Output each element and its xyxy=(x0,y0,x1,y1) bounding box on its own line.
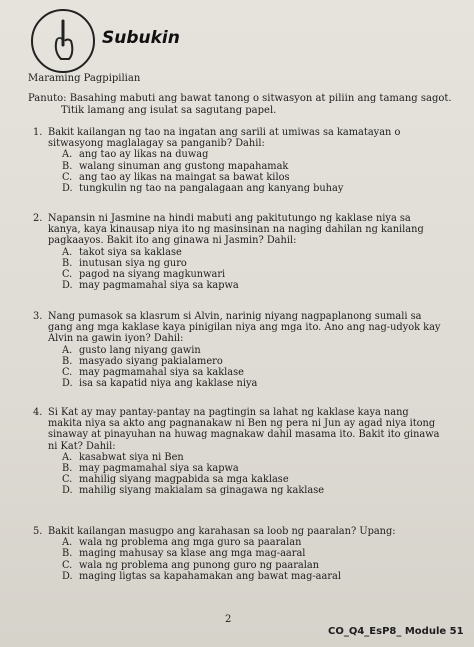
choice-item xyxy=(62,269,458,280)
choice-letter: D. xyxy=(62,485,73,497)
choice-text: wala ng problema ang punong guro ng paaralan xyxy=(79,559,320,571)
question-line: makita niya sa akto ang pagnanakaw ni Ben ng pera ni Jun ay agad niya itong xyxy=(48,418,436,430)
choice-item xyxy=(62,378,458,389)
choice-item xyxy=(62,356,458,367)
choice-text: gusto lang niyang gawin xyxy=(79,344,201,356)
question-text xyxy=(33,213,458,247)
choice-letter: A. xyxy=(62,149,73,161)
choice-letter: D. xyxy=(62,183,73,195)
choice-letter: A. xyxy=(62,451,73,463)
choice-letter: C. xyxy=(62,171,73,183)
instructions-line: Panuto: Basahing mabuti ang bawat tanong o sitwasyon at piliin ang tamang sagot. xyxy=(28,93,452,104)
choice-letter: A. xyxy=(62,344,73,356)
choice-letter: B. xyxy=(62,548,73,560)
instructions-line: Titik lamang ang isulat sa sagutang papel. xyxy=(61,105,277,116)
choice-list xyxy=(33,247,458,292)
choice-letter: A. xyxy=(62,537,73,549)
choice-text: walang sinuman ang gustong mapahamak xyxy=(79,160,289,172)
question-line: kanya, kaya kinausap niya ito ng masinsinan na naging dahilan ng kanilang xyxy=(48,224,424,236)
question-number: 1. xyxy=(33,127,43,138)
choice-text: wala ng problema ang mga guro sa paaralan xyxy=(79,537,302,549)
choice-text: takot siya sa kaklase xyxy=(79,246,182,258)
choice-letter: A. xyxy=(62,246,73,258)
choice-item xyxy=(62,367,458,378)
question-line: sinaway at pinayuhan na huwag magnakaw dahil masama ito. Bakit ito ginawa xyxy=(48,429,440,441)
instructions xyxy=(28,93,458,117)
question-line: Si Kat ay may pantay-pantay na pagtingin sa lahat ng kaklase kaya nang xyxy=(48,407,409,418)
choice-text: may pagmamahal siya sa kapwa xyxy=(79,463,239,475)
choice-text: may pagmamahal siya sa kapwa xyxy=(79,280,239,292)
choice-item xyxy=(62,571,458,582)
choice-letter: C. xyxy=(62,474,73,486)
choice-item xyxy=(62,452,458,463)
choice-item xyxy=(62,161,458,172)
choice-item xyxy=(62,560,458,571)
choice-text: ang tao ay likas na maingat sa bawat kilos xyxy=(79,171,290,183)
question-text xyxy=(33,127,458,149)
choice-item xyxy=(62,537,458,548)
choice-item xyxy=(62,485,458,496)
choice-letter: D. xyxy=(62,570,73,582)
choice-item xyxy=(62,247,458,258)
choice-item xyxy=(62,548,458,559)
choice-item xyxy=(62,345,458,356)
choice-item xyxy=(62,183,458,194)
choice-letter: B. xyxy=(62,160,73,172)
question-line: pagkaayos. Bakit ito ang ginawa ni Jasmin? Dahil: xyxy=(48,235,297,247)
module-code: CO_Q4_EsP8_ Module 51 xyxy=(328,626,464,637)
choice-list xyxy=(33,345,458,390)
question-line: gang ang mga kaklase kaya pinigilan niya ang mga ito. Ano ang nag-udyok kay xyxy=(48,322,441,334)
page-number: 2 xyxy=(225,614,232,625)
question-text xyxy=(33,526,458,537)
question-item xyxy=(33,311,458,389)
choice-letter: B. xyxy=(62,463,73,475)
question-item xyxy=(33,127,458,194)
question-line: Bakit kailangan masugpo ang karahasan sa loob ng paaralan? Upang: xyxy=(48,526,396,537)
choice-text: kasabwat siya ni Ben xyxy=(79,451,184,463)
section-subtitle: Maraming Pagpipilian xyxy=(28,73,141,84)
choice-text: inutusan siya ng guro xyxy=(79,257,187,269)
choice-letter: B. xyxy=(62,257,73,269)
choice-text: masyado siyang pakialamero xyxy=(79,355,223,367)
choice-letter: C. xyxy=(62,559,73,571)
question-line: Alvin na gawin iyon? Dahil: xyxy=(48,333,184,345)
choice-item xyxy=(62,172,458,183)
question-line: Nang pumasok sa klasrum si Alvin, narinig niyang nagpaplanong sumali sa xyxy=(48,311,422,322)
question-item xyxy=(33,213,458,291)
question-item xyxy=(33,407,458,497)
question-text xyxy=(33,311,458,345)
choice-letter: B. xyxy=(62,355,73,367)
choice-text: maging ligtas sa kapahamakan ang bawat mag-aaral xyxy=(79,570,342,582)
question-number: 3. xyxy=(33,311,43,322)
choice-text: maging mahusay sa klase ang mga mag-aaral xyxy=(79,548,306,560)
question-number: 5. xyxy=(33,526,43,537)
choice-list xyxy=(33,537,458,582)
choice-list xyxy=(33,452,458,497)
question-number: 4. xyxy=(33,407,43,418)
raised-finger-icon xyxy=(31,9,95,73)
choice-text: tungkulin ng tao na pangalagaan ang kanyang buhay xyxy=(79,183,344,195)
choice-item xyxy=(62,258,458,269)
choice-letter: C. xyxy=(62,367,73,379)
question-line: sitwasyong maglalagay sa panganib? Dahil: xyxy=(48,138,265,150)
question-item xyxy=(33,526,458,582)
choice-letter: D. xyxy=(62,378,73,390)
choice-text: ang tao ay likas na duwag xyxy=(79,149,209,161)
question-number: 2. xyxy=(33,213,43,224)
question-text xyxy=(33,407,458,452)
choice-text: mahilig siyang makialam sa ginagawa ng kaklase xyxy=(79,485,325,497)
choice-letter: C. xyxy=(62,269,73,281)
choice-letter: D. xyxy=(62,280,73,292)
choice-text: mahilig siyang magpabida sa mga kaklase xyxy=(79,474,289,486)
question-line: Bakit kailangan ng tao na ingatan ang sarili at umiwas sa kamatayan o xyxy=(48,127,401,138)
choice-item xyxy=(62,463,458,474)
section-title: Subukin xyxy=(102,28,180,48)
choice-item xyxy=(62,280,458,291)
choice-text: may pagmamahal siya sa kaklase xyxy=(79,367,244,379)
choice-item xyxy=(62,474,458,485)
choice-text: isa sa kapatid niya ang kaklase niya xyxy=(79,378,258,390)
question-line: Napansin ni Jasmine na hindi mabuti ang pakitutungo ng kaklase niya sa xyxy=(48,213,411,224)
question-line: ni Kat? Dahil: xyxy=(48,440,116,452)
choice-list xyxy=(33,149,458,194)
choice-item xyxy=(62,149,458,160)
choice-text: pagod na siyang magkunwari xyxy=(79,269,226,281)
